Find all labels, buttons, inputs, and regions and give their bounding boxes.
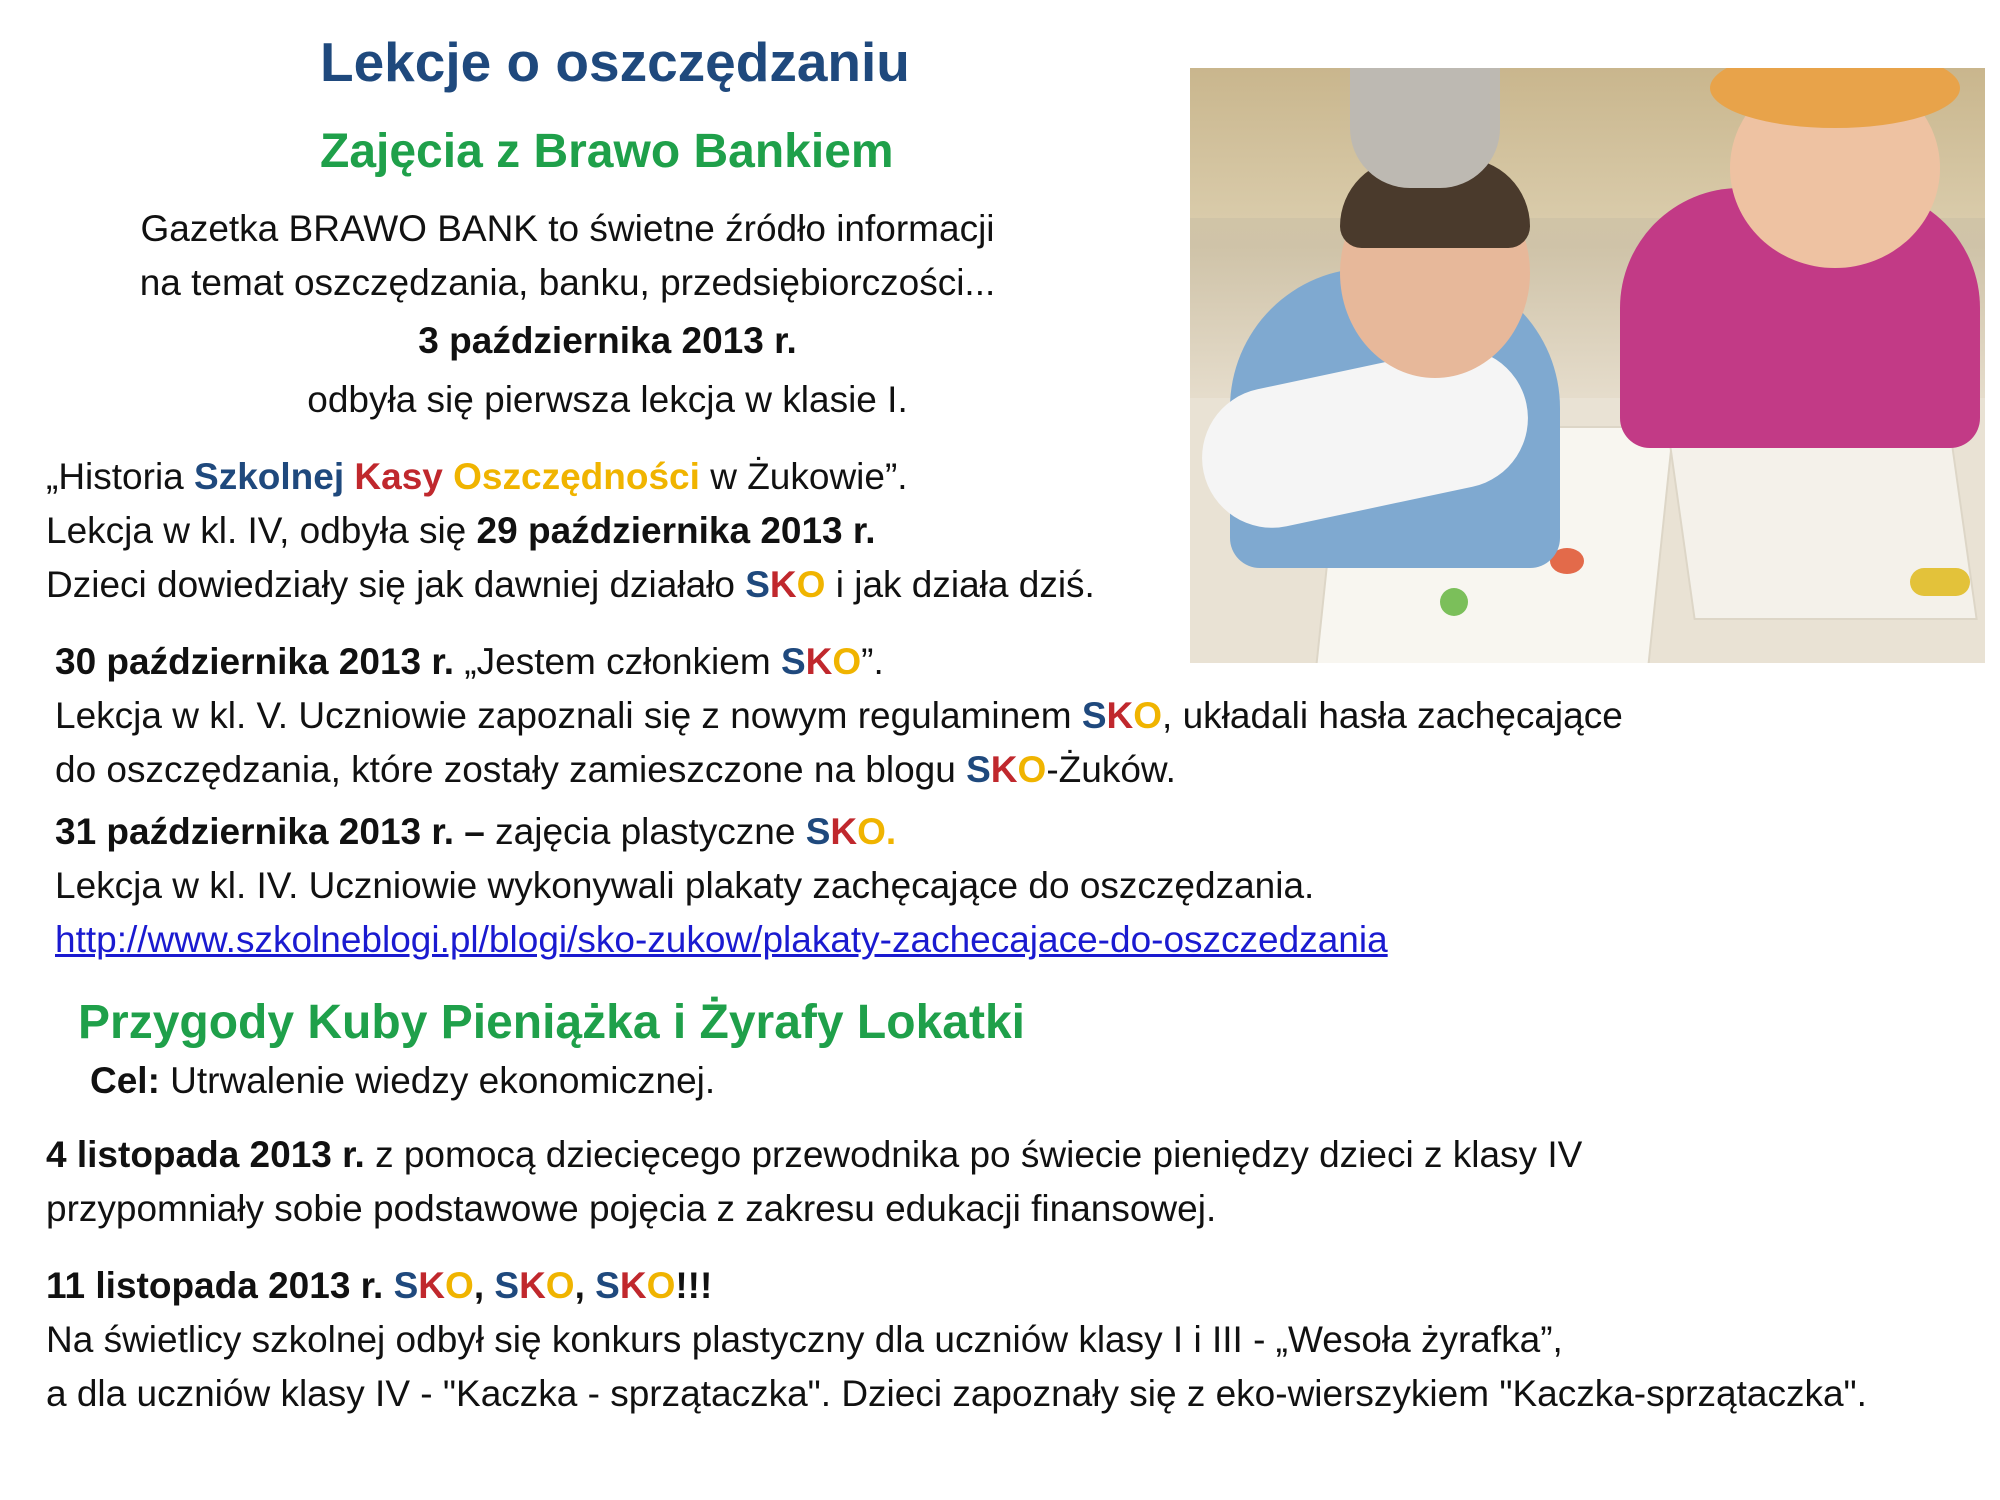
word-szkolnej: Szkolnej [194,456,345,497]
lesson-art-title: 31 października 2013 r. – zajęcia plastyczne SKO. [55,811,897,852]
goal-line: Cel: Utrwalenie wiedzy ekonomicznej. [90,1060,716,1101]
lesson-history-line3: Dzieci dowiedziały się jak dawniej działało SKO i jak działa dziś. [46,564,1095,605]
classroom-photo [1190,68,1985,663]
page-title: Lekcje o oszczędzaniu [320,31,910,93]
lesson-art-line2: Lekcja w kl. IV. Uczniowie wykonywali plakaty zachęcające do oszczędzania. [55,865,1315,906]
intro-line-2: na temat oszczędzania, banku, przedsiębiorczości... [139,262,996,303]
lesson-nov4-line1: 4 listopada 2013 r. z pomocą dziecięcego przewodnika po świecie pieniędzy dzieci z klasy IV [46,1134,1583,1175]
first-lesson-date: 3 października 2013 r. [418,320,797,361]
intro-line-1: Gazetka BRAWO BANK to świetne źródło informacji [140,208,995,249]
lesson-nov11-title: 11 listopada 2013 r. SKO, SKO, SKO!!! [46,1265,713,1306]
section-heading-brawo-bank: Zajęcia z Brawo Bankiem [320,125,894,178]
lesson-history-title: „Historia Szkolnej Kasy Oszczędności w Żukowie”. [46,456,908,497]
lesson-member-line3: do oszczędzania, które zostały zamieszczone na blogu SKO-Żuków. [55,749,1176,790]
lesson-nov11-line2: Na świetlicy szkolnej odbył się konkurs plastyczny dla uczniów klasy I i III - „Wesoła żyrafka”, [46,1319,1563,1360]
word-oszczednosci: Oszczędności [453,456,700,497]
lesson-nov4-line2: przypomniały sobie podstawowe pojęcia z zakresu edukacji finansowej. [46,1188,1217,1229]
lesson-nov11-line3: a dla uczniów klasy IV - "Kaczka - sprzątaczka". Dzieci zapoznały się z eko-wierszykiem "Kaczka-sprzątaczka". [46,1373,1867,1414]
lesson-member-title: 30 października 2013 r. „Jestem członkiem SKO”. [55,641,884,682]
lesson-member-line2: Lekcja w kl. V. Uczniowie zapoznali się z nowym regulaminem SKO, układali hasła zachęcające [55,695,1623,736]
lesson-history-line2: Lekcja w kl. IV, odbyła się 29 października 2013 r. [46,510,876,551]
plakaty-blog-link[interactable]: http://www.szkolneblogi.pl/blogi/sko-zukow/plakaty-zachecajace-do-oszczedzania [55,919,1388,960]
word-kasy: Kasy [354,456,443,497]
first-lesson-text: odbyła się pierwsza lekcja w klasie I. [307,379,908,420]
section-heading-kuba: Przygody Kuby Pieniążka i Żyrafy Lokatki [78,996,1025,1049]
